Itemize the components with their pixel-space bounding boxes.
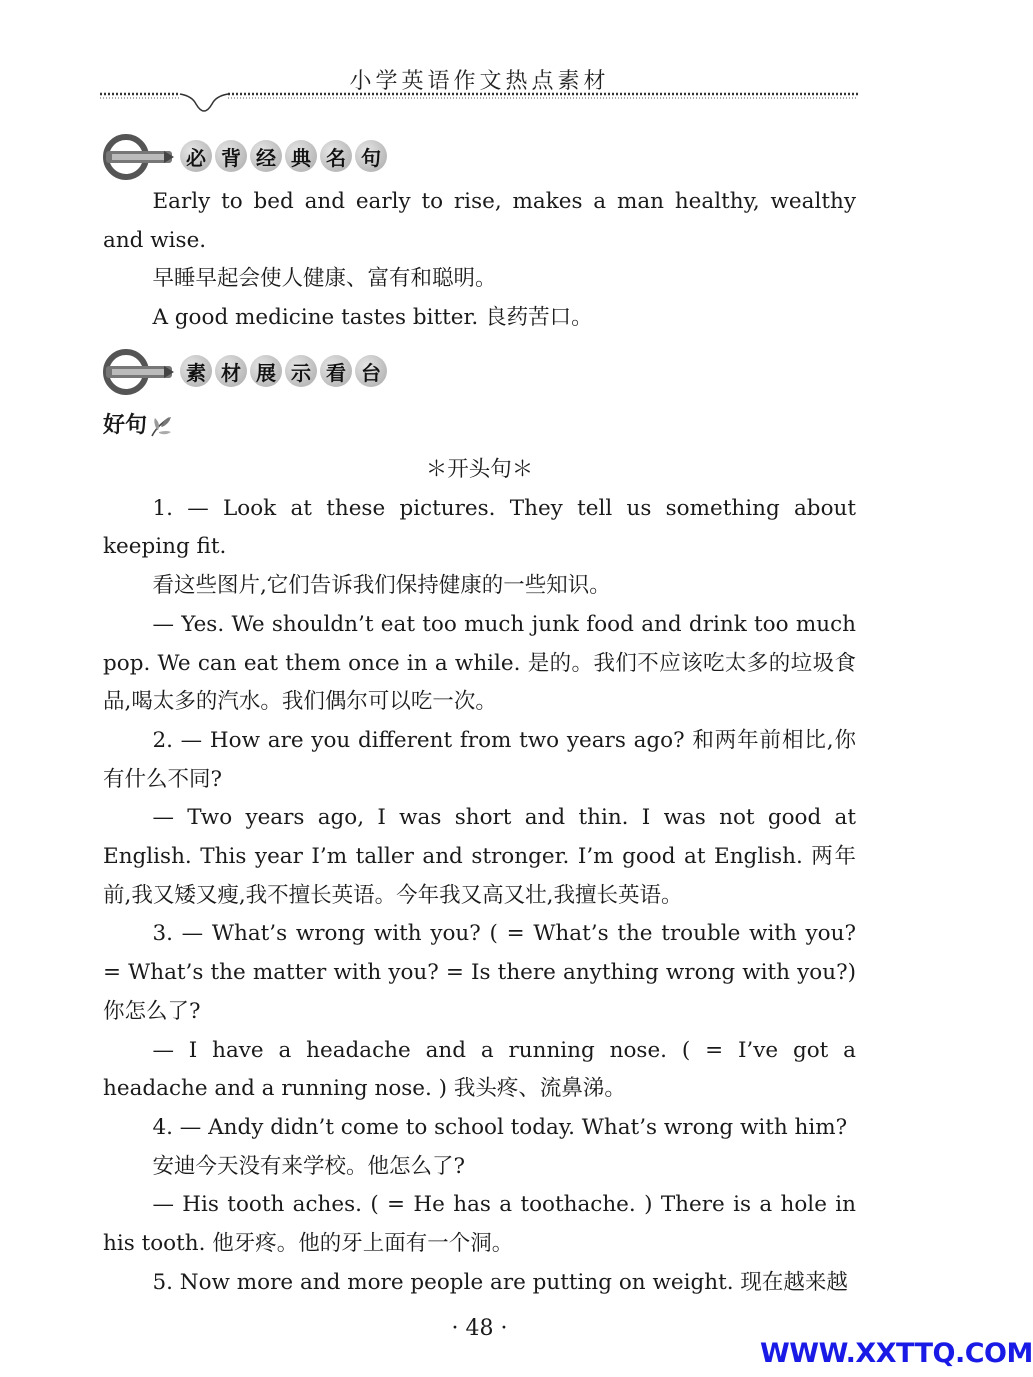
sentence-paragraph: — Two years ago, I was short and thin. I was not good at English. This year I’m taller and stronger. I’m good at English. 两年前,我又矮又瘦,我不擅长英语。今年我又高又壮,我擅长英语。	[103, 805, 856, 908]
header-dotted-rule	[100, 88, 858, 118]
subheading-opening-sentences: ＊开头句＊	[425, 457, 534, 482]
section-heading-classic-quotes	[102, 134, 432, 180]
sentence-paragraph: 安迪今天没有来学校。他怎么了?	[152, 1153, 465, 1179]
quote-proverb: A good medicine tastes bitter. 良药苦口。	[152, 305, 593, 331]
sentence-paragraph: — Yes. We shouldn’t eat too much junk food and drink too much pop. We can eat them once in a while. 是的。我们不应该吃太多的垃圾食品,喝太多的汽水。我们偶尔可以吃一次。	[103, 611, 856, 715]
quote-chinese: 早睡早起会使人健康、富有和聪明。	[152, 266, 497, 292]
sentence-paragraph: — His tooth aches. ( = He has a toothache. ) There is a hole in his tooth. 他牙疼。他的牙上面有一个洞。	[103, 1192, 856, 1257]
section1-body	[103, 183, 856, 338]
site-watermark: WWW.XXTTQ.COM	[760, 1338, 1033, 1369]
sentence-paragraph: 看这些图片,它们告诉我们保持健康的一些知识。	[152, 573, 611, 599]
sentence-paragraph: 1. — Look at these pictures. They tell us something about keeping fit.	[103, 495, 856, 560]
section-title-char: 展	[250, 355, 282, 387]
sentence-paragraph: — I have a headache and a running nose. ( = I’ve got a headache and a running nose. ) 我头疼、流鼻涕。	[103, 1037, 856, 1102]
section-title-char: 材	[215, 355, 247, 387]
sentence-paragraph: 5. Now more and more people are putting on weight. 现在越来越	[152, 1269, 848, 1295]
section-title-char: 素	[180, 355, 212, 387]
section-title-char: 看	[320, 355, 352, 387]
quote-english: Early to bed and early to rise, makes a man healthy, wealthy and wise.	[103, 189, 856, 253]
sentence-paragraph: 3. — What’s wrong with you? ( = What’s the trouble with you? = What’s the matter with you? = Is there anything wrong with you?) 你怎么了?	[103, 921, 856, 1024]
section-title-chars	[180, 355, 387, 387]
sentence-paragraph: 2. — How are you different from two years ago? 和两年前相比,你有什么不同?	[103, 727, 856, 792]
sentence-paragraph: 4. — Andy didn’t come to school today. What’s wrong with him?	[152, 1114, 848, 1140]
section-title-char: 典	[285, 140, 317, 172]
good-sentences-text: 好句	[103, 413, 148, 438]
section-title-char: 必	[180, 140, 212, 172]
section-title-char: 台	[355, 355, 387, 387]
page-number: · 48 ·	[451, 1316, 508, 1341]
section-title-char: 经	[250, 140, 282, 172]
section-title-char: 名	[320, 140, 352, 172]
pen-badge-icon	[102, 349, 174, 395]
good-sentences-label	[103, 407, 856, 445]
section2-body	[103, 407, 856, 1302]
section-title-char: 示	[285, 355, 317, 387]
section-title-char: 句	[355, 140, 387, 172]
running-head-title: 小学英语作文热点素材	[349, 69, 610, 94]
section-title-chars	[180, 140, 387, 172]
section-title-char: 背	[215, 140, 247, 172]
section-heading-material-showcase	[102, 349, 432, 395]
pen-badge-icon	[102, 134, 174, 180]
leaf-icon	[149, 414, 175, 438]
